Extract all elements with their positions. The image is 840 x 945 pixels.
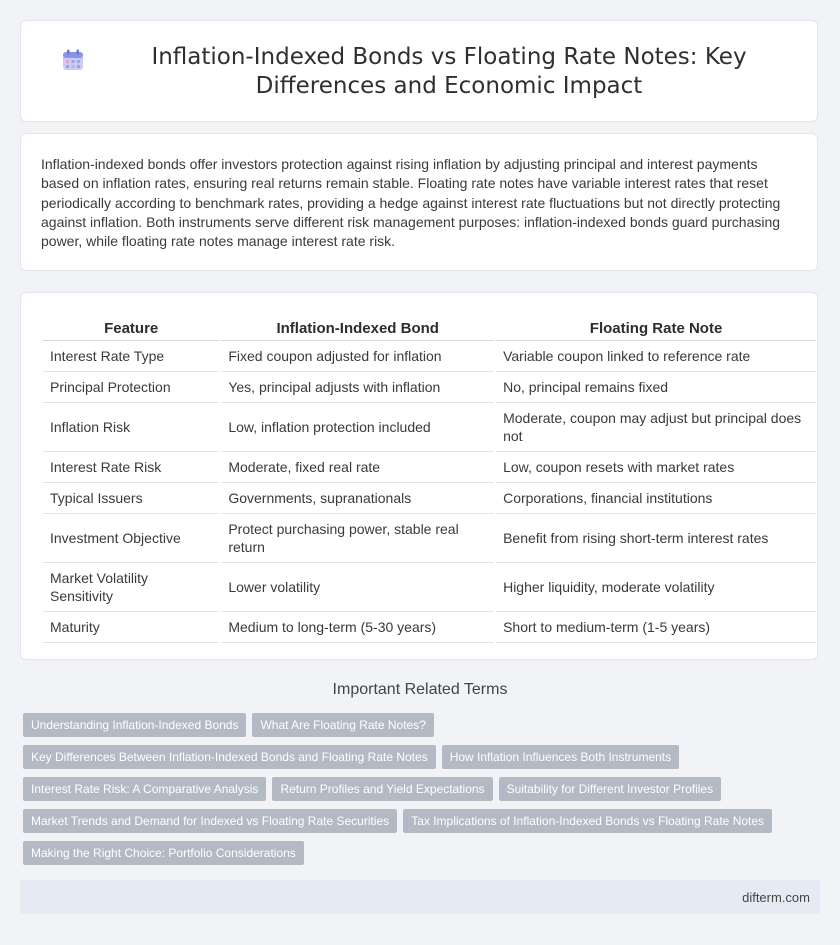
table-row (43, 403, 816, 452)
table-cell: Variable coupon linked to reference rate (496, 341, 816, 372)
related-term-link[interactable]: Making the Right Choice: Portfolio Considerations (23, 841, 304, 865)
table-cell: Fixed coupon adjusted for inflation (221, 341, 494, 372)
related-terms-list (23, 713, 813, 873)
related-term-link[interactable]: Market Trends and Demand for Indexed vs Floating Rate Securities (23, 809, 397, 833)
table-cell: Interest Rate Type (43, 341, 219, 372)
table-cell: Typical Issuers (43, 483, 219, 514)
table-cell: Inflation Risk (43, 403, 219, 452)
table-cell: Low, coupon resets with market rates (496, 452, 816, 483)
related-term-link[interactable]: Suitability for Different Investor Profiles (499, 777, 722, 801)
related-term-link[interactable]: How Inflation Influences Both Instruments (442, 745, 679, 769)
intro-paragraph: Inflation-indexed bonds offer investors protection against rising inflation by adjusting principal and interest payments based on inflation rates, ensuring real returns remain stable. Floating rate notes have variable interest rates that reset periodically according to benchmark rates, providing a hedge against interest rate fluctuations but not directly protecting against inflation. Both instruments serve different risk management purposes: inflation-indexed bonds guard purchasing power, while floating rate notes manage interest rate risk. (41, 156, 781, 250)
table-cell: Lower volatility (221, 563, 494, 612)
table-cell: Yes, principal adjusts with inflation (221, 372, 494, 403)
intro-card (20, 133, 818, 271)
table-cell: Principal Protection (43, 372, 219, 403)
related-term-link[interactable]: Key Differences Between Inflation-Indexed Bonds and Floating Rate Notes (23, 745, 436, 769)
column-header-floating-rate-note: Floating Rate Note (496, 309, 816, 341)
table-cell: Protect purchasing power, stable real return (221, 514, 494, 563)
comparison-table (41, 309, 818, 643)
table-cell: Short to medium-term (1-5 years) (496, 612, 816, 643)
related-terms-heading: Important Related Terms (332, 681, 508, 698)
table-row (43, 372, 816, 403)
column-header-feature: Feature (43, 309, 219, 341)
table-cell: Higher liquidity, moderate volatility (496, 563, 816, 612)
calendar-icon (61, 48, 85, 72)
table-row (43, 563, 816, 612)
table-cell: Governments, supranationals (221, 483, 494, 514)
column-header-inflation-indexed-bond: Inflation-Indexed Bond (221, 309, 494, 341)
table-cell: Benefit from rising short-term interest rates (496, 514, 816, 563)
table-cell: Moderate, coupon may adjust but principal does not (496, 403, 816, 452)
footer (20, 880, 820, 914)
page-title: Inflation-Indexed Bonds vs Floating Rate Notes: Key Differences and Economic Impact (151, 44, 747, 99)
header-card (20, 20, 818, 122)
table-cell: No, principal remains fixed (496, 372, 816, 403)
footer-site-link[interactable]: difterm.com (742, 890, 810, 905)
related-term-link[interactable]: Tax Implications of Inflation-Indexed Bonds vs Floating Rate Notes (403, 809, 772, 833)
table-row (43, 483, 816, 514)
table-row (43, 612, 816, 643)
table-cell: Corporations, financial institutions (496, 483, 816, 514)
table-cell: Medium to long-term (5-30 years) (221, 612, 494, 643)
related-term-link[interactable]: Understanding Inflation-Indexed Bonds (23, 713, 246, 737)
comparison-table-card (20, 292, 818, 660)
table-row (43, 514, 816, 563)
table-cell: Market Volatility Sensitivity (43, 563, 219, 612)
table-cell: Low, inflation protection included (221, 403, 494, 452)
table-cell: Moderate, fixed real rate (221, 452, 494, 483)
table-header-row (43, 309, 816, 341)
table-row (43, 452, 816, 483)
related-term-link[interactable]: Interest Rate Risk: A Comparative Analysis (23, 777, 266, 801)
table-row (43, 341, 816, 372)
table-cell: Investment Objective (43, 514, 219, 563)
related-term-link[interactable]: Return Profiles and Yield Expectations (272, 777, 492, 801)
related-term-link[interactable]: What Are Floating Rate Notes? (252, 713, 433, 737)
table-cell: Interest Rate Risk (43, 452, 219, 483)
table-cell: Maturity (43, 612, 219, 643)
